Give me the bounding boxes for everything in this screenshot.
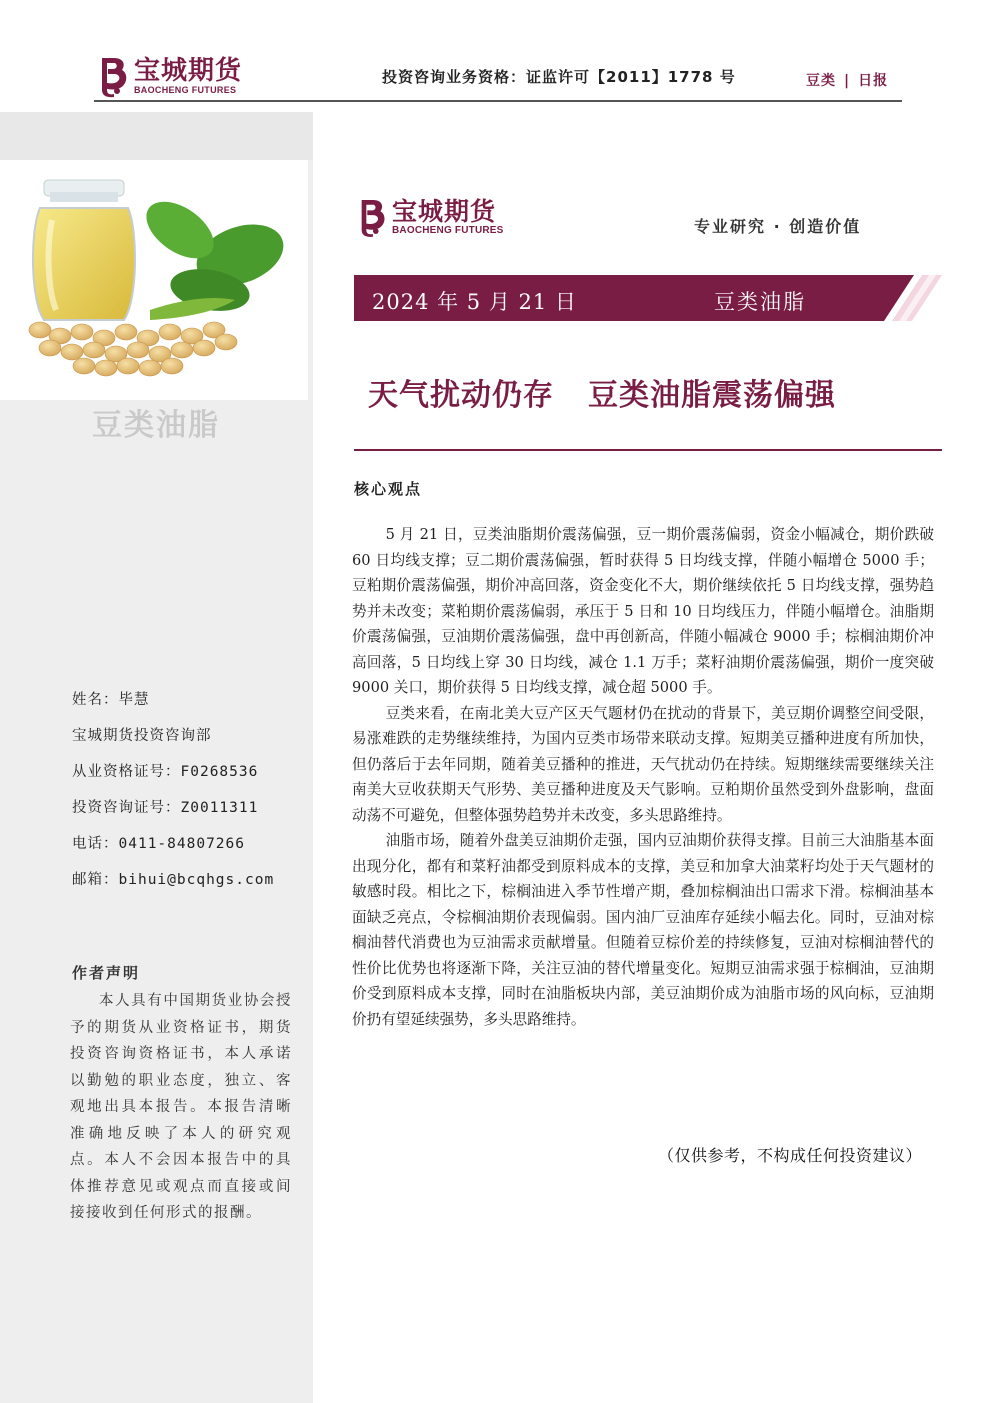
baocheng-logo-icon [356,196,388,238]
sidebar-category-title: 豆类油脂 [92,408,220,443]
logo-text-cn: 宝城期货 [134,56,243,86]
page-header [0,0,992,110]
logo-text-en: BAOCHENG FUTURES [392,225,504,236]
author-contact [72,690,274,906]
author-email: 邮箱：bihui@bcqhgs.com [72,872,275,888]
sidebar-top-strip [0,112,313,160]
investment-disclaimer: （仅供参考，不构成任何投资建议） [658,1146,923,1165]
author-phone: 电话：0411-84807266 [72,836,245,852]
soybean-oil-jar-illustration [0,160,308,400]
paragraph: 豆类来看，在南北美大豆产区天气题材仍在扰动的背景下，美豆期价调整空间受限，易涨难跌的走势继续维持，为国内豆类市场带来联动支撑。短期美豆播种进度有所加快，但仍落后于去年同期，随着美豆播种的推进，天气扰动仍在持续。短期继续需要继续关注南美大豆收获期天气形势、美豆播种进度及天气影响。豆粕期价虽然受到外盘影响，盘面动荡不可避免，但整体强势趋势并未改变，多头思路维持。 [352,704,934,824]
report-category-tag [806,70,888,90]
headline-part-1: 天气扰动仍存 [368,378,554,413]
banner-category: 豆类油脂 [714,290,806,314]
category-label: 豆类 [806,73,836,89]
main-logo [356,196,504,238]
header-logo [96,54,242,98]
author-name: 姓名：毕慧 [72,692,150,708]
date-banner [354,275,942,321]
qualification-text: 投资咨询业务资格：证监许可【2011】1778 号 [382,68,736,86]
article-body [352,522,934,1032]
soybean-oil-image [0,160,308,400]
author-consult-license: 投资咨询证号：Z0011311 [72,800,259,816]
declaration-title: 作者声明 [72,964,141,982]
header-divider [94,100,902,102]
category-separator: | [844,73,851,89]
paragraph: 5 月 21 日，豆类油脂期价震荡偏强，豆一期价震荡偏弱，资金小幅减仓，期价跌破 60 日均线支撑；豆二期价震荡偏强，暂时获得 5 日均线支撑，伴随小幅增仓 5000 手；豆粕期价震荡偏强，期价冲高回落，资金变化不大，期价继续依托 5 日均线支撑，强势趋势并未改变；菜粕期价震荡偏弱，承压于 5 日和 10 日均线压力，伴随小幅增仓。油脂期价震荡偏强，豆油期价震荡偏强，盘中再创新高，伴随小幅减仓 9000 手；棕榈油期价冲高回落，5 日均线上穿 30 日均线，减仓 1.1 万手；菜籽油期价震荡偏强，期价一度突破 9000 关口，期价获得 5 日均线支撑，减仓超 5000 手。 [352,526,934,696]
headline-part-2: 豆类油脂震荡偏强 [588,378,836,413]
report-type-label: 日报 [858,73,889,89]
report-headline [368,370,836,414]
report-date: 2024 年 5 月 21 日 [372,290,577,314]
slogan: 专业研究 · 创造价值 [694,217,862,236]
paragraph: 油脂市场，随着外盘美豆油期价走强，国内豆油期价获得支撑。目前三大油脂基本面出现分化，都有和菜籽油都受到原料成本的支撑，美豆和加拿大油菜籽均处于天气题材的敏感时段。相比之下，棕榈油进入季节性增产期，叠加棕榈油出口需求下滑。棕榈油基本面缺乏亮点，令棕榈油期价表现偏弱。国内油厂豆油库存延续小幅去化。同时，豆油对棕榈油替代消费也为豆油需求贡献增量。但随着豆棕价差的持续修复，豆油对棕榈油替代的性价比优势也将逐渐下降，关注豆油的替代增量变化。短期豆油需求强于棕榈油，豆油期价受到原料成本支撑，同时在油脂板块内部，美豆油期价成为油脂市场的风向标，豆油期价扔有望延续强势，多头思路维持。 [352,832,934,1028]
logo-text-cn: 宝城期货 [392,197,497,226]
declaration-body: 本人具有中国期货业协会授予的期货从业资格证书，期货投资咨询资格证书，本人承诺以勤勉的职业态度，独立、客观地出具本报告。本报告清晰准确地反映了本人的研究观点。本人不会因本报告中的具体推荐意见或观点而直接或间接接收到任何形式的报酬。 [70,993,292,1221]
baocheng-logo-icon [96,54,130,98]
headline-divider [354,449,942,451]
core-view-title: 核心观点 [354,480,423,498]
author-license: 从业资格证号：F0268536 [72,764,259,780]
logo-text-en: BAOCHENG FUTURES [134,85,237,95]
author-department: 宝城期货投资咨询部 [72,728,212,744]
